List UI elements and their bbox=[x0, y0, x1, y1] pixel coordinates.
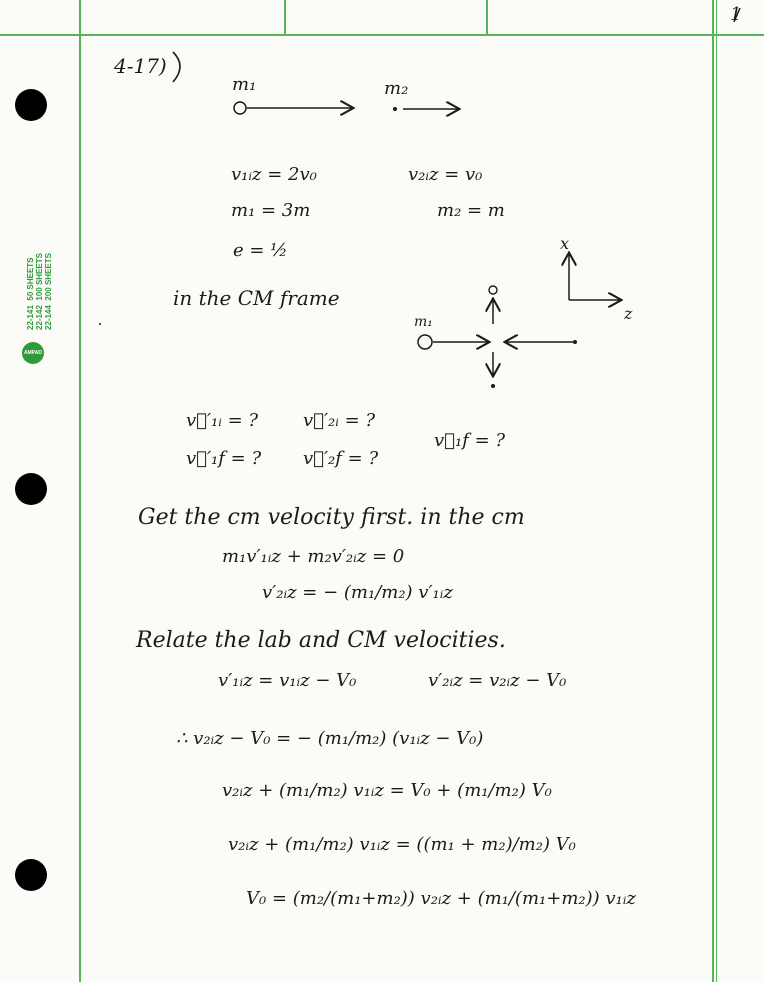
z-axis-label: z bbox=[624, 304, 633, 323]
unknown-v1f-prime: v⃗′₁f = ? bbox=[186, 448, 262, 469]
step1-v2iz-eq: v′₂ᵢz = − (m₁/m₂) v′₁ᵢz bbox=[262, 582, 453, 603]
step2-heading: Relate the lab and CM velocities. bbox=[136, 628, 506, 653]
given-m2: m₂ = m bbox=[437, 200, 505, 221]
cm-final-mass-up bbox=[489, 286, 497, 294]
brand-logo: AMPAD bbox=[22, 342, 44, 364]
unknown-v1i-prime: v⃗′₁ᵢ = ? bbox=[186, 410, 259, 431]
cm-frame-label: in the CM frame bbox=[173, 286, 340, 310]
step2-v1iz-prime-eq: v′₁ᵢz = v₁ᵢz − V₀ bbox=[218, 670, 357, 691]
problem-number: 4-17) bbox=[114, 54, 167, 78]
notebook-brand-label: 22-141 50 SHEETS 22-142 100 SHEETS 22-144 200 SHEETS bbox=[26, 253, 53, 330]
given-e: e = ½ bbox=[233, 240, 288, 261]
unknown-v1f: v⃗₁f = ? bbox=[434, 430, 506, 451]
given-v1iz: v₁ᵢz = 2v₀ bbox=[231, 164, 317, 185]
mass2-label: m₂ bbox=[384, 78, 409, 99]
step2-v0-solution-eq: V₀ = (m₂/(m₁+m₂)) v₂ᵢz + (m₁/(m₁+m₂)) v₁ᵢz bbox=[246, 888, 636, 909]
cm-mass1-circle bbox=[418, 335, 432, 349]
page-number: 1 bbox=[730, 4, 742, 25]
step2-factored-eq: v₂ᵢz + (m₁/m₂) v₁ᵢz = ((m₁ + m₂)/m₂) V₀ bbox=[228, 834, 576, 855]
unknown-v2f-prime: v⃗′₂f = ? bbox=[303, 448, 379, 469]
cm-mass1-label: m₁ bbox=[414, 314, 433, 330]
mass2-dot bbox=[393, 107, 397, 111]
x-axis-label: x bbox=[560, 234, 570, 253]
given-v2iz: v₂ᵢz = v₀ bbox=[408, 164, 483, 185]
step1-momentum-eq: m₁v′₁ᵢz + m₂v′₂ᵢz = 0 bbox=[222, 546, 405, 567]
given-m1: m₁ = 3m bbox=[231, 200, 311, 221]
cm-mass2-dot bbox=[573, 340, 577, 344]
mass1-circle bbox=[234, 102, 246, 114]
unknown-v2i-prime: v⃗′₂ᵢ = ? bbox=[303, 410, 376, 431]
step1-heading: Get the cm velocity first. in the cm bbox=[138, 505, 525, 530]
step2-v2iz-prime-eq: v′₂ᵢz = v₂ᵢz − V₀ bbox=[428, 670, 567, 691]
mass1-label: m₁ bbox=[232, 74, 257, 95]
step2-substitution-eq: ∴ v₂ᵢz − V₀ = − (m₁/m₂) (v₁ᵢz − V₀) bbox=[176, 728, 484, 749]
step2-rearranged-eq: v₂ᵢz + (m₁/m₂) v₁ᵢz = V₀ + (m₁/m₂) V₀ bbox=[222, 780, 552, 801]
cm-final-mass-down bbox=[491, 384, 495, 388]
problem-bracket bbox=[173, 52, 180, 82]
